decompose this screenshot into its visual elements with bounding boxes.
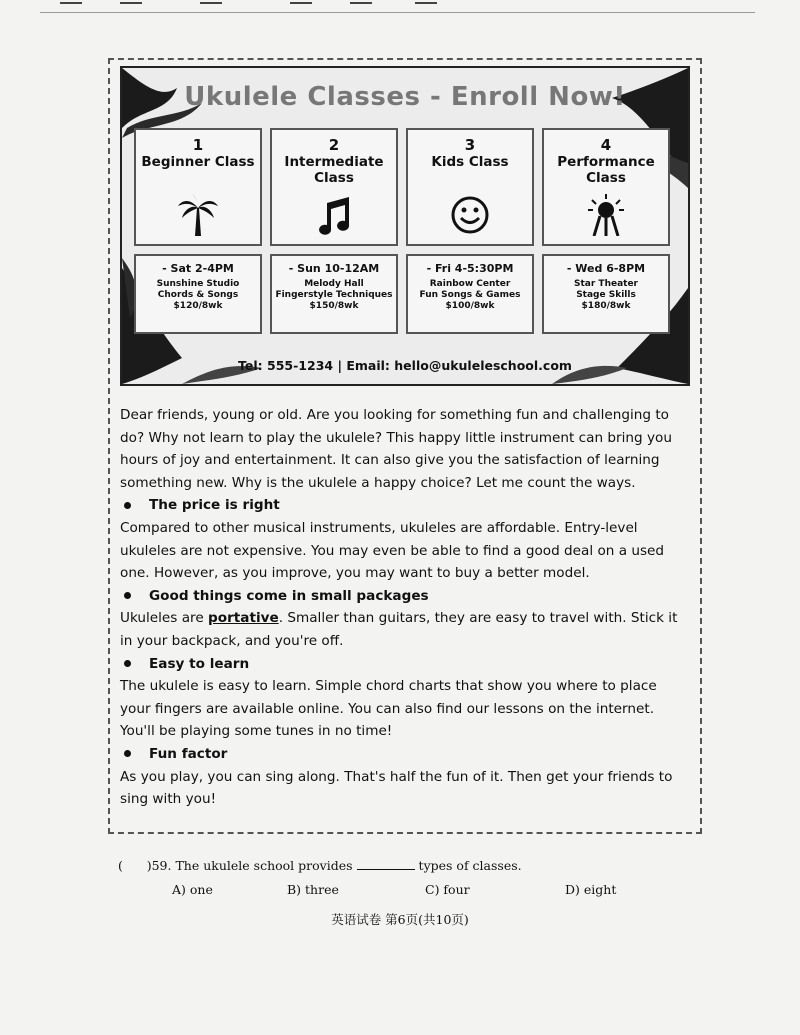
spotlight-icon bbox=[544, 194, 668, 236]
class-price: $180/8wk bbox=[581, 301, 631, 311]
bullet-icon bbox=[124, 750, 131, 757]
class-price: $120/8wk bbox=[173, 301, 223, 311]
section-body bbox=[120, 607, 690, 652]
class-venue: Rainbow Center bbox=[429, 279, 511, 289]
question-number: ( )59. bbox=[118, 858, 172, 873]
section-body-pre: Ukuleles are bbox=[120, 610, 209, 627]
section-body: The ukulele is easy to learn. Simple chord charts that show you where to place your fingers are available online. You can also find our lessons on the internet. You'll be playing some tunes in no time! bbox=[120, 678, 657, 740]
question-59 bbox=[118, 858, 522, 873]
class-number: 1 bbox=[192, 136, 204, 154]
bullet-icon bbox=[124, 502, 131, 509]
cropped-header-marks bbox=[60, 0, 500, 8]
class-number: 3 bbox=[464, 136, 476, 154]
class-card-performance bbox=[542, 128, 670, 246]
class-name: Beginner Class bbox=[141, 154, 255, 170]
bullet-icon bbox=[124, 660, 131, 667]
smiley-icon bbox=[408, 194, 532, 236]
class-card-beginner bbox=[134, 128, 262, 246]
section-heading bbox=[120, 585, 690, 608]
page-top-rule bbox=[40, 12, 755, 13]
class-time: - Fri 4-5:30PM bbox=[426, 262, 514, 275]
class-content: Fingerstyle Techniques bbox=[275, 290, 393, 300]
class-name: Intermediate Class bbox=[284, 154, 384, 186]
article-text bbox=[120, 404, 690, 811]
class-price: $100/8wk bbox=[445, 301, 495, 311]
answer-blank[interactable] bbox=[357, 869, 415, 870]
reading-passage-frame bbox=[108, 58, 702, 834]
class-price: $150/8wk bbox=[309, 301, 359, 311]
class-venue: Star Theater bbox=[574, 279, 638, 289]
class-details-intermediate bbox=[270, 254, 398, 334]
class-content: Chords & Songs bbox=[157, 290, 239, 300]
section-body-post: . Smaller than guitars, they are easy to travel with. Stick it in your backpack, and you're off. bbox=[120, 610, 678, 649]
class-name: Performance Class bbox=[557, 154, 655, 186]
class-details-beginner bbox=[134, 254, 262, 334]
intro-paragraph: Dear friends, young or old. Are you looking for something fun and challenging to do? Why not learn to play the ukulele? This happy little instrument can bring you hours of joy and entertainment. It can also give you the satisfaction of learning something new. Why is the ukulele a happy choice? Let me count the ways. bbox=[120, 407, 672, 491]
option-a[interactable]: A) one bbox=[172, 882, 213, 897]
section-heading-text: The price is right bbox=[149, 497, 280, 514]
page-footer: 英语试卷 第6页(共10页) bbox=[331, 912, 469, 927]
section-heading-text: Good things come in small packages bbox=[149, 587, 429, 604]
class-time: - Wed 6-8PM bbox=[566, 262, 646, 275]
underlined-word: portative bbox=[208, 610, 279, 627]
class-time: - Sun 10-12AM bbox=[288, 262, 380, 275]
class-content: Fun Songs & Games bbox=[419, 290, 521, 300]
class-number: 2 bbox=[328, 136, 340, 154]
section-heading bbox=[120, 653, 690, 676]
palm-tree-icon bbox=[136, 194, 260, 236]
bullet-icon bbox=[124, 592, 131, 599]
class-card-kids bbox=[406, 128, 534, 246]
class-content: Stage Skills bbox=[576, 290, 636, 300]
section-heading-text: Easy to learn bbox=[149, 655, 250, 672]
class-details-kids bbox=[406, 254, 534, 334]
class-venue: Melody Hall bbox=[304, 279, 364, 289]
class-number: 4 bbox=[600, 136, 612, 154]
class-time: - Sat 2-4PM bbox=[162, 262, 234, 275]
section-heading bbox=[120, 494, 690, 517]
class-name: Kids Class bbox=[431, 154, 509, 170]
class-venue: Sunshine Studio bbox=[156, 279, 240, 289]
option-d[interactable]: D) eight bbox=[565, 882, 617, 897]
class-details-performance bbox=[542, 254, 670, 334]
option-c[interactable]: C) four bbox=[425, 882, 470, 897]
question-stem-pre: The ukulele school provides bbox=[175, 858, 353, 873]
section-heading-text: Fun factor bbox=[149, 745, 228, 762]
question-stem-post: types of classes. bbox=[418, 858, 522, 873]
section-body: Compared to other musical instruments, ukuleles are affordable. Entry-level ukuleles are not expensive. You may even be able to find a good deal on a used one. However, as you improve, you may want to buy a better model. bbox=[120, 519, 665, 582]
section-body: As you play, you can sing along. That's half the fun of it. Then get your friends to sing with you! bbox=[120, 768, 673, 808]
class-flyer bbox=[120, 66, 690, 386]
option-b[interactable]: B) three bbox=[287, 882, 339, 897]
contact-info: Tel: 555-1234 | Email: hello@ukuleleschool.com bbox=[238, 358, 572, 373]
section-heading bbox=[120, 743, 690, 766]
music-note-icon bbox=[272, 194, 396, 236]
flyer-title: Ukulele Classes - Enroll Now! bbox=[184, 82, 626, 112]
class-card-intermediate bbox=[270, 128, 398, 246]
